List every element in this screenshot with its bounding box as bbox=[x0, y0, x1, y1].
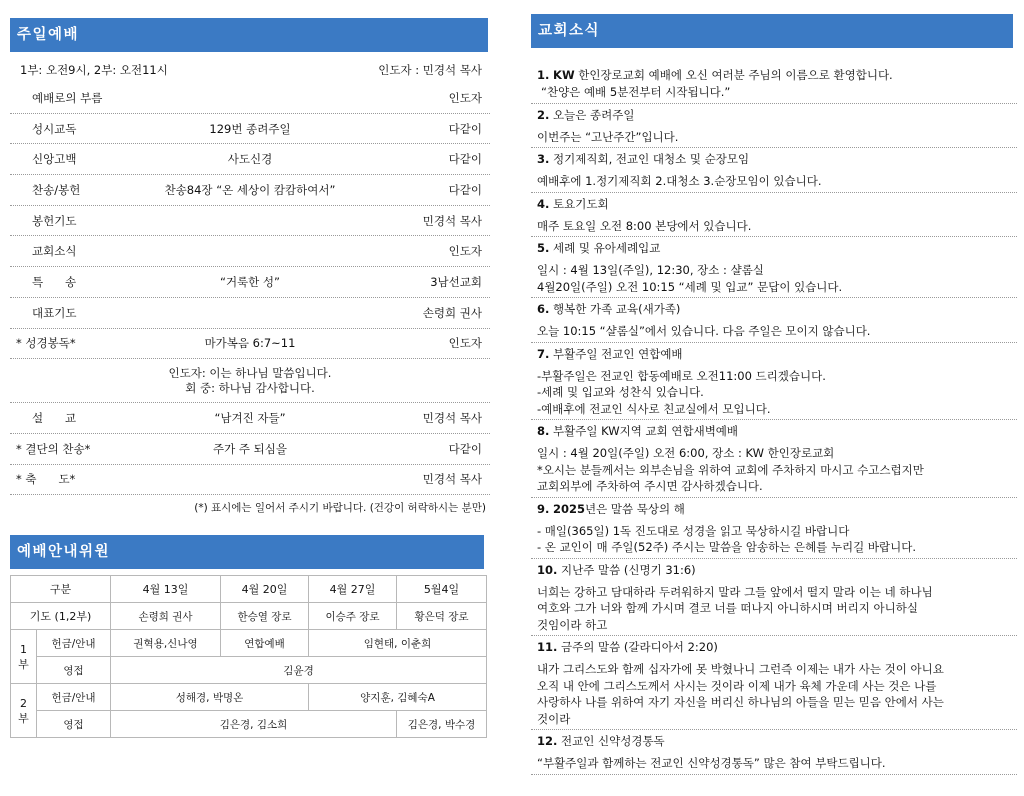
worship-item-label: 특 송 bbox=[32, 274, 77, 289]
news-item-title-bold: KW bbox=[553, 68, 575, 82]
news-item-line: 여호와 그가 너와 함께 가시며 결코 너를 떠나지 아니하시며 버리지 아니하실 bbox=[537, 601, 918, 615]
news-item-body bbox=[537, 323, 1017, 340]
worship-item-leader: 민경석 목사 bbox=[422, 472, 482, 487]
duty-s2-label: 2 부 bbox=[11, 684, 37, 738]
worship-row bbox=[10, 175, 490, 206]
news-item-body bbox=[537, 755, 1017, 772]
worship-row bbox=[10, 267, 490, 298]
worship-rows-2 bbox=[10, 403, 490, 495]
news-item bbox=[531, 193, 1017, 238]
news-item-title-text: 년은 말씀 묵상의 해 bbox=[585, 501, 685, 516]
news-item-line: - 온 교인이 매 주일(52주) 주시는 말씀을 암송하는 은혜를 누리길 바랍니다. bbox=[537, 540, 917, 554]
news-item-number: 12. bbox=[537, 734, 558, 748]
news-item-number: 8. bbox=[537, 424, 550, 438]
news-item-line: “부활주일과 함께하는 전교인 신약성경통독” 많은 참여 부탁드립니다. bbox=[537, 756, 886, 770]
news-item-title-text: 지난주 말씀 (신명기 31:6) bbox=[557, 562, 696, 577]
news-item-number: 1. bbox=[537, 68, 550, 82]
worship-item-leader: 손령희 권사 bbox=[422, 305, 482, 320]
worship-header-text: 주일예배 bbox=[17, 27, 80, 43]
duty-prayer-label: 기도 (1,2부) bbox=[11, 603, 111, 630]
news-list bbox=[531, 64, 1017, 775]
worship-row bbox=[10, 144, 490, 175]
duty-date: 4월 20일 bbox=[221, 576, 309, 603]
news-item bbox=[531, 559, 1017, 637]
news-item bbox=[531, 498, 1017, 559]
news-item-body bbox=[537, 173, 1017, 190]
worship-item-label: 신앙고백 bbox=[32, 152, 77, 167]
news-item-line: - 매일(365일) 1독 진도대로 성경을 읽고 묵상하시길 바랍니다 bbox=[537, 523, 850, 538]
news-item-line: -세례 및 입교와 성찬식 있습니다. bbox=[537, 385, 704, 399]
worship-row bbox=[10, 206, 490, 237]
news-item-line: 이번주는 “고난주간”입니다. bbox=[537, 129, 679, 144]
worship-item-leader: 다같이 bbox=[448, 182, 482, 197]
worship-item-detail: 129번 종려주일 bbox=[209, 121, 291, 136]
duty-cell: 연합예배 bbox=[221, 630, 309, 657]
standing-note: (*) 표시에는 일어서 주시기 바랍니다. (건강이 허락하시는 분만) bbox=[194, 502, 486, 515]
worship-item-detail: “거룩한 성” bbox=[219, 274, 280, 289]
news-item-title-text: 세례 및 유아세례입교 bbox=[549, 241, 661, 255]
duty-header bbox=[10, 535, 484, 569]
worship-item-label: * 결단의 찬송* bbox=[16, 441, 91, 456]
worship-row bbox=[10, 403, 490, 434]
news-item-line: 오직 내 안에 그리스도께서 사시는 것이라 이제 내가 육체 가운데 사는 것은 나를 bbox=[537, 678, 937, 693]
worship-item-label: 봉헌기도 bbox=[32, 213, 77, 228]
duty-cell: 성해경, 박명온 bbox=[111, 684, 309, 711]
duty-cell: 권혁용,신나영 bbox=[111, 630, 221, 657]
duty-cell: 양지훈, 김혜숙A bbox=[309, 684, 487, 711]
worship-row bbox=[10, 114, 490, 145]
duty-cell: 김은경, 박수경 bbox=[397, 711, 487, 738]
news-item-title bbox=[537, 733, 1017, 750]
news-item-line: *오시는 분들께서는 외부손님을 위하여 교회에 주차하지 마시고 수고스럽지만 bbox=[537, 462, 924, 477]
news-item-title-text: 오늘은 종려주일 bbox=[549, 107, 635, 122]
news-item-title-text: 전교인 신약성경통독 bbox=[557, 734, 665, 748]
worship-item-label: 설 교 bbox=[32, 411, 77, 426]
worship-item-leader: 다같이 bbox=[448, 441, 482, 456]
worship-leader: 인도자 : 민경석 목사 bbox=[378, 63, 482, 77]
worship-order bbox=[10, 57, 490, 515]
duty-s2-guide-row bbox=[11, 684, 487, 711]
news-item-number: 2. bbox=[537, 107, 550, 122]
news-item-line: 너희는 강하고 담대하라 두려워하지 말라 그들 앞에서 떨지 말라 이는 네 하나님 bbox=[537, 584, 933, 599]
worship-item-detail: 찬송84장 “온 세상이 캄캄하여서” bbox=[164, 182, 336, 197]
news-item-number: 11. bbox=[537, 640, 558, 654]
worship-item-leader: 인도자 bbox=[448, 336, 482, 351]
news-header-text: 교회소식 bbox=[538, 23, 601, 39]
news-item-body bbox=[537, 218, 1017, 235]
news-item-number: 9. bbox=[537, 501, 550, 516]
news-item-title bbox=[537, 423, 1017, 440]
duty-date: 5월4일 bbox=[397, 576, 487, 603]
news-item-title-text: 부활주일 KW지역 교회 연합새벽예배 bbox=[549, 424, 739, 438]
news-item-body bbox=[537, 661, 1017, 727]
news-item-number: 7. bbox=[537, 346, 550, 361]
news-item-number: 3. bbox=[537, 152, 550, 166]
news-item bbox=[531, 237, 1017, 298]
duty-cell: 손령희 권사 bbox=[111, 603, 221, 630]
duty-s1-greet-label: 영접 bbox=[37, 657, 111, 684]
news-item bbox=[531, 343, 1017, 421]
duty-cell: 한승열 장로 bbox=[221, 603, 309, 630]
worship-item-detail: 주가 주 되심을 bbox=[213, 441, 287, 456]
worship-item-detail: “남겨진 자들” bbox=[214, 411, 286, 426]
worship-row bbox=[10, 236, 490, 267]
responsive-saying bbox=[10, 359, 490, 403]
news-item-number: 4. bbox=[537, 196, 550, 211]
duty-s1-guide-row bbox=[11, 630, 487, 657]
worship-row bbox=[10, 83, 490, 114]
news-item-title-text: 토요기도회 bbox=[549, 196, 609, 211]
saying-congregation: 회 중: 하나님 감사합니다. bbox=[185, 380, 315, 395]
worship-item-label: 교회소식 bbox=[32, 244, 77, 259]
news-item-line: 것이라 bbox=[537, 711, 571, 726]
news-item-title-text: 부활주일 전교인 연합예배 bbox=[549, 346, 683, 361]
news-item-line: 사랑하사 나를 위하여 자기 자신을 버리신 하나님의 아들을 믿는 믿음 안에서 사는 bbox=[537, 695, 944, 709]
worship-item-leader: 3남선교회 bbox=[430, 274, 482, 289]
news-item-line: 4월20일(주일) 오전 10:15 “세례 및 입교” 문답이 있습니다. bbox=[537, 279, 843, 294]
news-item-body bbox=[537, 584, 1017, 634]
news-item-title-text: 금주의 말씀 (갈라디아서 2:20) bbox=[557, 640, 718, 654]
news-item bbox=[531, 148, 1017, 193]
worship-item-detail: 사도신경 bbox=[227, 152, 273, 167]
worship-item-label: * 축 도* bbox=[16, 472, 76, 487]
duty-s2-greet-label: 영접 bbox=[37, 711, 111, 738]
news-item-line: 매주 토요일 오전 8:00 본당에서 있습니다. bbox=[537, 218, 752, 233]
news-item bbox=[531, 64, 1017, 104]
news-item-line: 오늘 10:15 “샬롬실”에서 있습니다. 다음 주일은 모이지 않습니다. bbox=[537, 324, 871, 338]
duty-cell: 황은덕 장로 bbox=[397, 603, 487, 630]
news-item bbox=[531, 420, 1017, 498]
duty-cell: 이승주 장로 bbox=[309, 603, 397, 630]
news-item-title-text: 행복한 가족 교육(새가족) bbox=[549, 302, 681, 316]
news-item-title-bold: 2025 bbox=[553, 501, 586, 516]
worship-rows-1 bbox=[10, 83, 490, 359]
news-item-number: 5. bbox=[537, 241, 550, 255]
worship-item-leader: 인도자 bbox=[448, 244, 482, 259]
news-item-line: 예배후에 1.정기제직회 2.대청소 3.순장모임이 있습니다. bbox=[537, 174, 822, 188]
duty-date: 4월 27일 bbox=[309, 576, 397, 603]
news-item-line: 일시 : 4월 13일(주일), 12:30, 장소 : 샬롬실 bbox=[537, 263, 764, 277]
duty-date-row bbox=[11, 576, 487, 603]
duty-cell: 김윤경 bbox=[111, 657, 487, 684]
duty-header-text: 예배안내위원 bbox=[17, 544, 111, 560]
worship-times: 1부: 오전9시, 2부: 오전11시 bbox=[20, 63, 168, 77]
news-item-line: “찬양은 예배 5분전부터 시작됩니다.” bbox=[541, 85, 731, 99]
worship-item-label: * 성경봉독* bbox=[16, 336, 76, 351]
news-item bbox=[531, 730, 1017, 775]
worship-row bbox=[10, 465, 490, 496]
news-item-body bbox=[537, 445, 1017, 495]
news-item-body bbox=[537, 129, 1017, 146]
worship-row bbox=[10, 298, 490, 329]
duty-prayer-row bbox=[11, 603, 487, 630]
saying-leader: 인도자: 이는 하나님 말씀입니다. bbox=[168, 365, 332, 380]
duty-cell: 임현태, 이춘희 bbox=[309, 630, 487, 657]
duty-s1-label: 1 부 bbox=[11, 630, 37, 684]
news-item-title bbox=[537, 346, 1017, 363]
worship-row bbox=[10, 329, 490, 360]
worship-item-leader: 민경석 목사 bbox=[422, 213, 482, 228]
news-item-line: -예배후에 전교인 식사로 친교실에서 모입니다. bbox=[537, 401, 771, 416]
news-item-line: 내가 그리스도와 함께 십자가에 못 박혔나니 그런즉 이제는 내가 사는 것이 아니요 bbox=[537, 662, 944, 676]
news-item-body bbox=[537, 262, 1017, 295]
worship-item-label: 예배로의 부름 bbox=[32, 90, 103, 105]
news-item-line: 일시 : 4월 20일(주일) 오전 6:00, 장소 : KW 한인장로교회 bbox=[537, 446, 835, 460]
news-item-line: -부활주일은 전교인 합동예배로 오전11:00 드리겠습니다. bbox=[537, 368, 826, 383]
duty-table bbox=[10, 575, 487, 738]
news-item-title-text: 한인장로교회 예배에 오신 여러분 주님의 이름으로 환영합니다. bbox=[574, 68, 893, 82]
news-header bbox=[531, 14, 1013, 48]
news-item-title bbox=[537, 107, 1017, 124]
duty-col-label: 구분 bbox=[11, 576, 111, 603]
news-item-number: 6. bbox=[537, 302, 550, 316]
news-item-body bbox=[537, 368, 1017, 418]
worship-item-leader: 다같이 bbox=[448, 121, 482, 136]
worship-row bbox=[10, 434, 490, 465]
news-item-body bbox=[537, 84, 1017, 101]
news-item-title bbox=[537, 151, 1017, 168]
duty-s1-guide-label: 헌금/안내 bbox=[37, 630, 111, 657]
news-item bbox=[531, 636, 1017, 730]
news-item-line: 것임이라 하고 bbox=[537, 617, 608, 632]
news-item-title bbox=[537, 639, 1017, 656]
duty-cell: 김은경, 김소희 bbox=[111, 711, 397, 738]
news-item-title bbox=[537, 301, 1017, 318]
worship-item-leader: 인도자 bbox=[448, 90, 482, 105]
news-item-body bbox=[537, 523, 1017, 556]
news-item-title bbox=[537, 196, 1017, 213]
duty-s1-greet-row bbox=[11, 657, 487, 684]
worship-item-detail: 마가복음 6:7~11 bbox=[204, 336, 296, 351]
news-item bbox=[531, 298, 1017, 343]
duty-date: 4월 13일 bbox=[111, 576, 221, 603]
news-item-title bbox=[537, 501, 1017, 518]
worship-item-label: 대표기도 bbox=[32, 305, 77, 320]
worship-header bbox=[10, 18, 488, 52]
duty-s2-greet-row bbox=[11, 711, 487, 738]
worship-item-leader: 다같이 bbox=[448, 152, 482, 167]
news-item-number: 10. bbox=[537, 562, 558, 577]
news-item-title-text: 정기제직회, 전교인 대청소 및 순장모임 bbox=[549, 152, 750, 166]
news-item-title bbox=[537, 67, 1017, 84]
news-item-title bbox=[537, 240, 1017, 257]
worship-times-row bbox=[10, 57, 490, 83]
worship-item-label: 찬송/봉헌 bbox=[32, 182, 81, 197]
worship-item-leader: 민경석 목사 bbox=[422, 411, 482, 426]
duty-s2-guide-label: 헌금/안내 bbox=[37, 684, 111, 711]
news-item bbox=[531, 104, 1017, 149]
worship-item-label: 성시교독 bbox=[32, 121, 77, 136]
news-item-line: 교회외부에 주차하여 주시면 감사하겠습니다. bbox=[537, 479, 763, 493]
news-item-title bbox=[537, 562, 1017, 579]
